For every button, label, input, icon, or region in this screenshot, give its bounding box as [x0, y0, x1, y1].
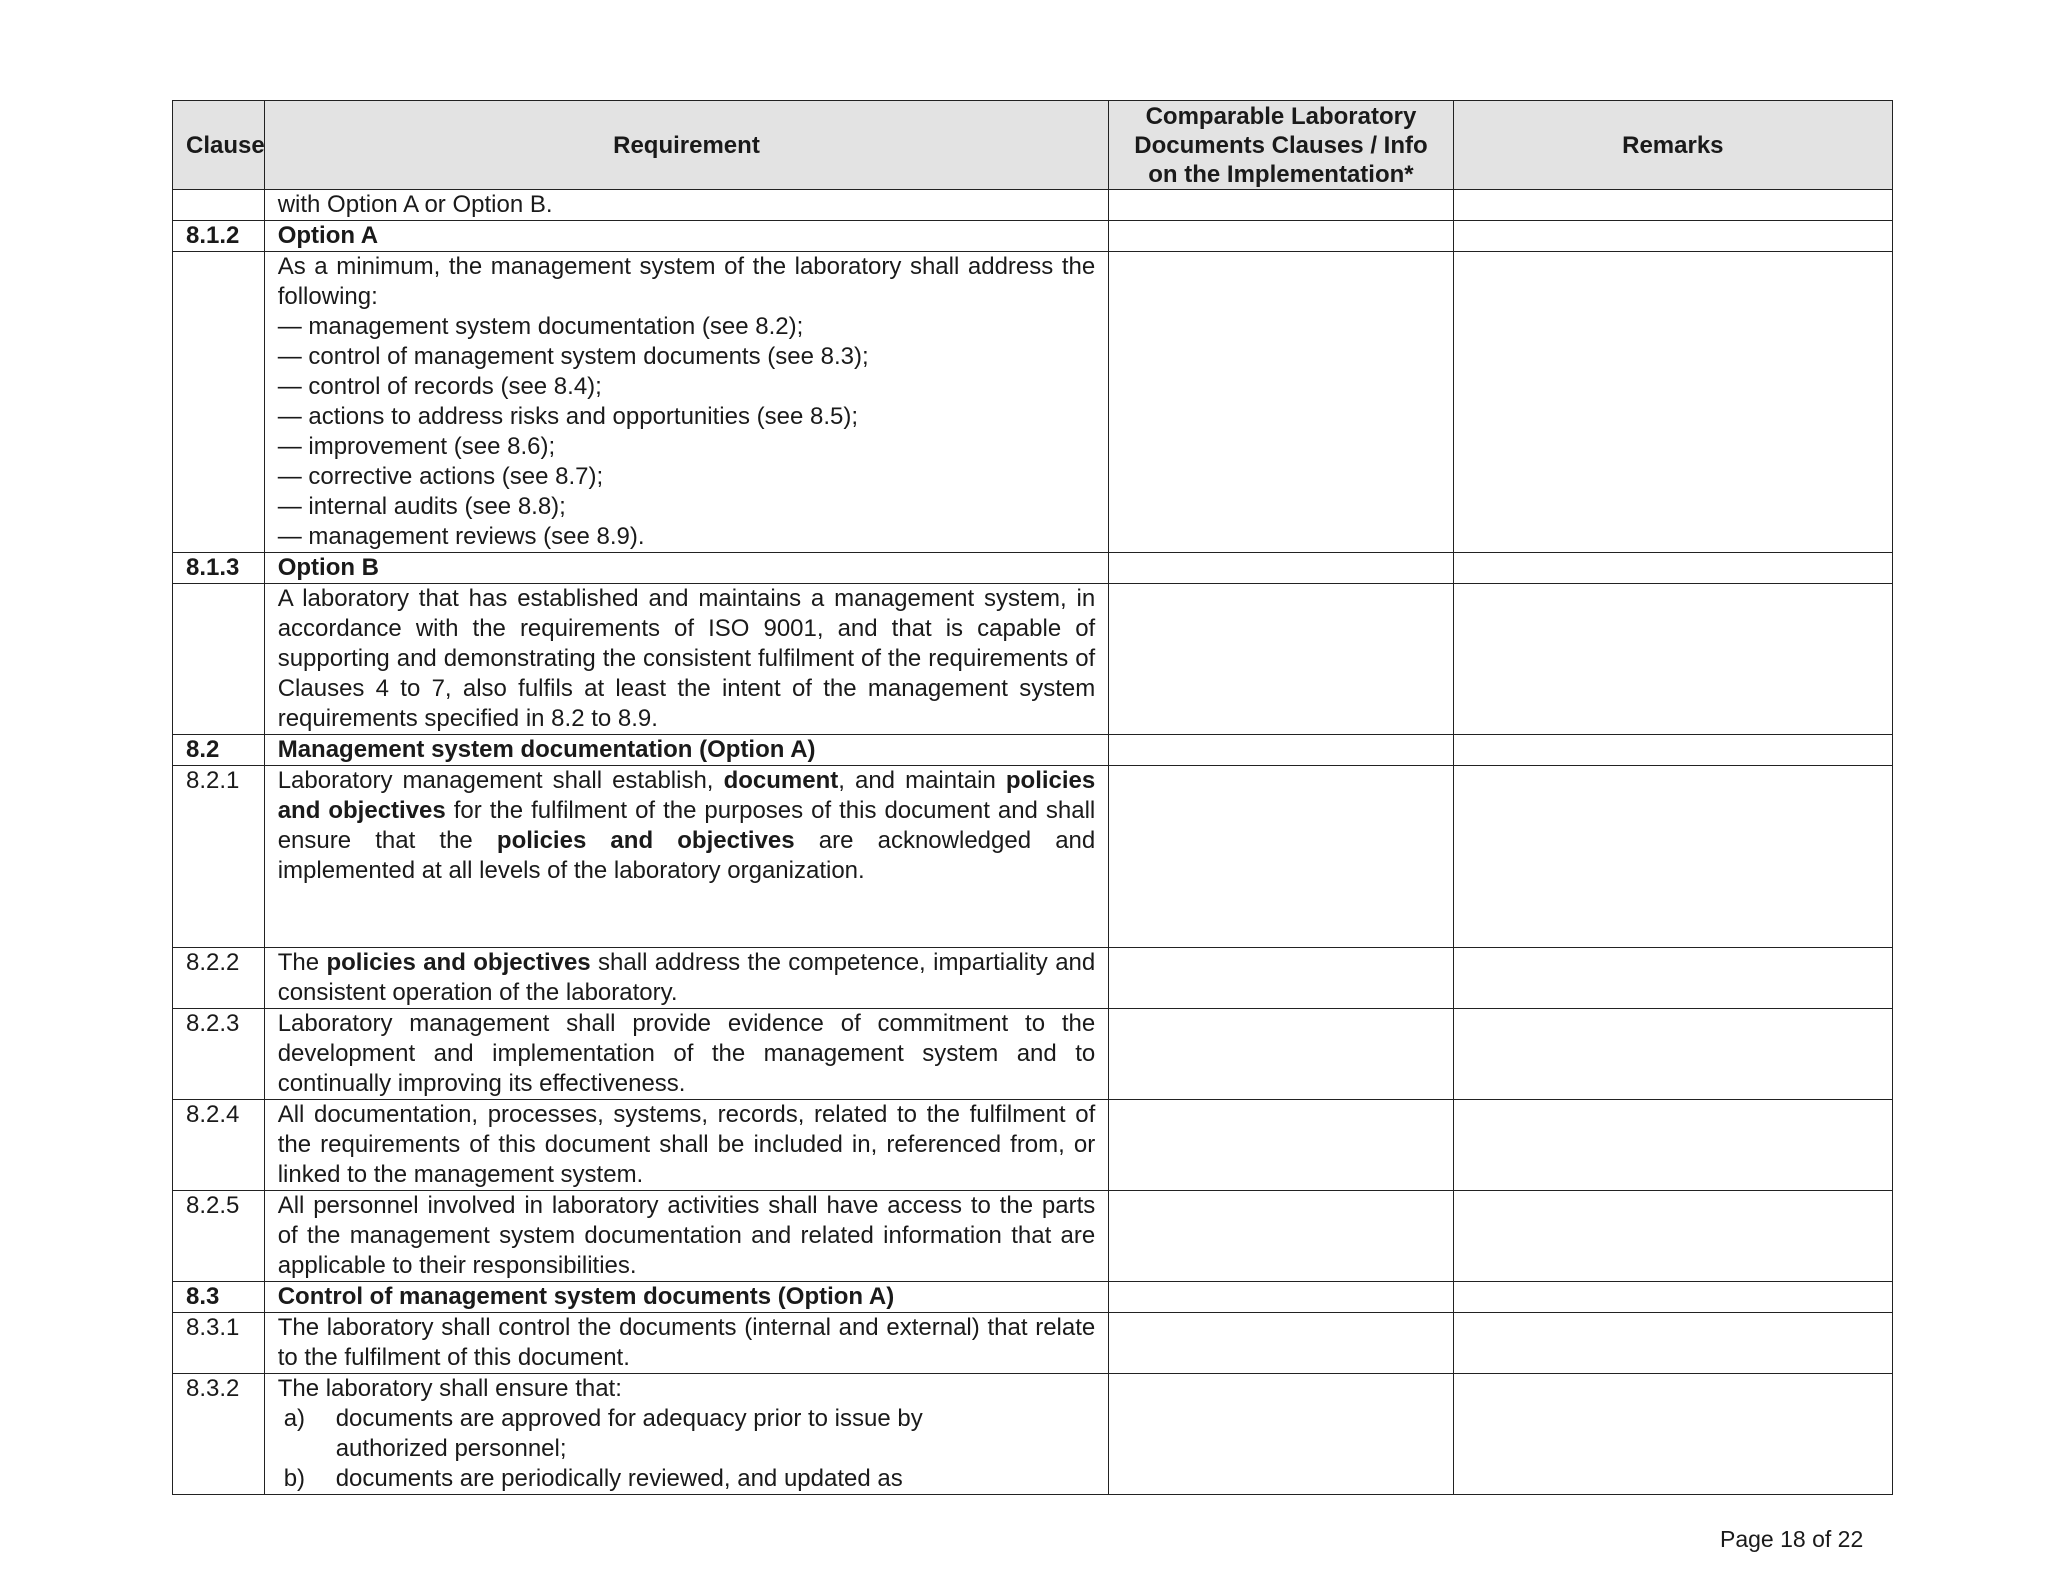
clause-cell: 8.2.3 — [173, 1009, 265, 1100]
table-row — [173, 1282, 1893, 1313]
remarks-cell[interactable] — [1453, 1313, 1892, 1374]
table-row — [173, 221, 1893, 252]
clause-cell: 8.3.1 — [173, 1313, 265, 1374]
comparable-cell[interactable] — [1109, 584, 1453, 735]
comparable-cell[interactable] — [1109, 766, 1453, 948]
table-row — [173, 190, 1893, 221]
requirement-cell: The laboratory shall control the documents (internal and external) that relate to the fulfilment of this document. — [264, 1313, 1109, 1374]
remarks-cell[interactable] — [1453, 584, 1892, 735]
clause-cell: 8.2.5 — [173, 1191, 265, 1282]
table-row — [173, 1009, 1893, 1100]
requirement-heading: Management system documentation (Option A) — [264, 735, 1109, 766]
list-item-text — [336, 1404, 923, 1464]
list-item-line: documents are periodically reviewed, and updated as — [335, 1465, 903, 1492]
remarks-cell[interactable] — [1453, 1100, 1892, 1191]
requirement-cell: All documentation, processes, systems, records, related to the fulfilment of the requirements of this document shall be included in, referenced from, or linked to the management system. — [264, 1100, 1109, 1191]
remarks-cell[interactable] — [1453, 221, 1892, 252]
requirement-text: shall address the competence, impartiality and consistent operation of the laboratory. — [277, 949, 1096, 1006]
clause-cell: 8.2.1 — [173, 766, 265, 948]
requirement-cell: with Option A or Option B. — [264, 190, 1109, 221]
table-row — [173, 1374, 1893, 1495]
comparable-cell[interactable] — [1109, 1374, 1453, 1495]
remarks-cell[interactable] — [1453, 1009, 1892, 1100]
remarks-cell[interactable] — [1453, 948, 1892, 1009]
requirement-bold-term: document — [723, 767, 839, 794]
comparable-cell[interactable] — [1109, 948, 1453, 1009]
table-row — [173, 553, 1893, 584]
requirement-intro: The laboratory shall ensure that: — [277, 1375, 622, 1402]
table-row — [173, 948, 1893, 1009]
clause-cell: 8.1.2 — [173, 221, 265, 252]
header-row — [173, 101, 1893, 190]
requirement-cell — [264, 948, 1109, 1009]
comparable-cell[interactable] — [1109, 553, 1453, 584]
header-comparable: Comparable Laboratory Documents Clauses / Info on the Implementation* — [1109, 101, 1453, 190]
table-row — [173, 252, 1893, 553]
remarks-cell[interactable] — [1453, 766, 1892, 948]
list-item-line: authorized personnel; — [335, 1435, 567, 1462]
requirement-cell — [264, 766, 1109, 948]
requirement-text: for the fulfilment of the purposes of this document and shall ensure that the — [277, 797, 1096, 854]
list-marker: b) — [283, 1465, 306, 1492]
list-item: — improvement (see 8.6); — [277, 433, 556, 460]
list-item: — control of management system documents (see 8.3); — [277, 343, 869, 370]
comparable-cell[interactable] — [1109, 1100, 1453, 1191]
list-item: — internal audits (see 8.8); — [277, 493, 566, 520]
table-row — [173, 584, 1893, 735]
requirement-cell: Laboratory management shall provide evidence of commitment to the development and implementation of the management system and to continually improving its effectiveness. — [264, 1009, 1109, 1100]
requirement-intro: As a minimum, the management system of the laboratory shall address the following: — [277, 253, 1096, 310]
list-item: — management reviews (see 8.9). — [277, 523, 645, 550]
clause-cell: 8.3 — [173, 1282, 265, 1313]
requirement-cell — [264, 1374, 1109, 1495]
requirement-text: are acknowledged and implemented at all levels of the laboratory organization. — [277, 827, 1096, 884]
table-row — [173, 766, 1893, 948]
table-row — [173, 1313, 1893, 1374]
requirement-heading: Option A — [264, 221, 1109, 252]
clause-cell: 8.3.2 — [173, 1374, 265, 1495]
comparable-cell[interactable] — [1109, 221, 1453, 252]
list-item: — management system documentation (see 8.2); — [277, 313, 804, 340]
requirement-cell: A laboratory that has established and maintains a management system, in accordance with the requirements of ISO 9001, and that is capable of supporting and demonstrating the consistent fulfilment of the requirements of Clauses 4 to 7, also fulfils at least the intent of the management system requirements specified in 8.2 to 8.9. — [264, 584, 1109, 735]
list-marker: a) — [283, 1405, 306, 1432]
remarks-cell[interactable] — [1453, 252, 1892, 553]
remarks-cell[interactable] — [1453, 190, 1892, 221]
requirement-heading: Option B — [264, 553, 1109, 584]
page-number: Page 18 of 22 — [1720, 1526, 1864, 1552]
requirement-cell: All personnel involved in laboratory activities shall have access to the parts of the management system documentation and related information that are applicable to their responsibilities. — [264, 1191, 1109, 1282]
remarks-cell[interactable] — [1453, 553, 1892, 584]
list-item-line: documents are approved for adequacy prior to issue by — [335, 1405, 923, 1432]
requirement-cell — [264, 252, 1109, 553]
comparable-cell[interactable] — [1109, 735, 1453, 766]
header-clause: Clause — [173, 101, 265, 190]
remarks-cell[interactable] — [1453, 1374, 1892, 1495]
requirement-bold-term: policies and objectives — [496, 827, 795, 854]
clause-cell: 8.2.2 — [173, 948, 265, 1009]
clause-cell — [173, 584, 265, 735]
table-row — [173, 1191, 1893, 1282]
clause-cell — [173, 252, 265, 553]
header-remarks: Remarks — [1453, 101, 1892, 190]
list-item: — actions to address risks and opportunities (see 8.5); — [277, 403, 858, 430]
requirement-heading: Control of management system documents (Option A) — [264, 1282, 1109, 1313]
table-row — [173, 735, 1893, 766]
requirement-text: Laboratory management shall establish, — [277, 767, 724, 794]
remarks-cell[interactable] — [1453, 735, 1892, 766]
comparable-cell[interactable] — [1109, 252, 1453, 553]
clause-cell — [173, 190, 265, 221]
comparable-cell[interactable] — [1109, 1191, 1453, 1282]
remarks-cell[interactable] — [1453, 1191, 1892, 1282]
clause-cell: 8.2.4 — [173, 1100, 265, 1191]
comparable-cell[interactable] — [1109, 190, 1453, 221]
requirement-text: The — [277, 949, 327, 976]
table-row — [173, 1100, 1893, 1191]
comparable-cell[interactable] — [1109, 1009, 1453, 1100]
requirement-text: , and maintain — [838, 767, 1006, 794]
clause-cell: 8.2 — [173, 735, 265, 766]
requirement-list — [278, 312, 1096, 552]
header-requirement: Requirement — [264, 101, 1109, 190]
requirements-table — [172, 100, 1893, 1495]
list-item: — control of records (see 8.4); — [277, 373, 602, 400]
comparable-cell[interactable] — [1109, 1313, 1453, 1374]
comparable-cell[interactable] — [1109, 1282, 1453, 1313]
list-item — [278, 1464, 1096, 1494]
clause-cell: 8.1.3 — [173, 553, 265, 584]
requirement-bold-term: policies and objectives — [277, 767, 1096, 824]
list-item: — corrective actions (see 8.7); — [277, 463, 604, 490]
requirement-bold-term: policies and objectives — [326, 949, 591, 976]
list-item — [278, 1404, 1096, 1464]
remarks-cell[interactable] — [1453, 1282, 1892, 1313]
